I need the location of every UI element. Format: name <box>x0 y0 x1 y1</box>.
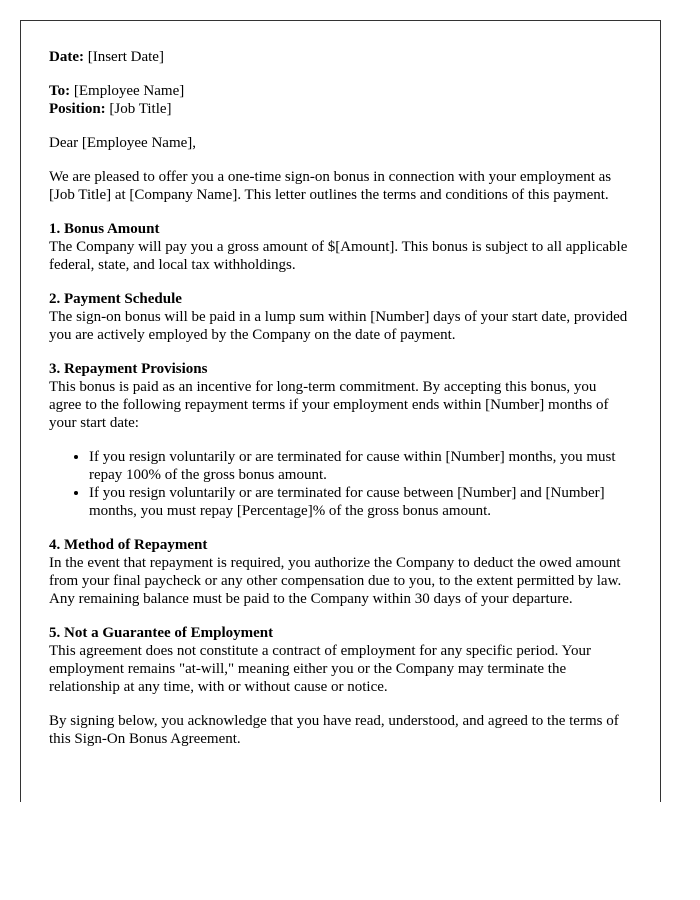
recipient-block: To: [Employee Name] Position: [Job Title] <box>49 83 185 117</box>
section-bonus-amount: 1. Bonus Amount The Company will pay you a gross amount of $[Amount]. This bonus is subject to all applicable federal, state, and local tax withholdings. <box>49 221 628 273</box>
section-heading: 4. Method of Repayment <box>49 537 208 553</box>
list-item: • If you resign voluntarily or are terminated for cause between [Number] and [Number] months, you must repay [Percentage]% of the gross bonus amount. <box>89 484 632 520</box>
list-item: • If you resign voluntarily or are terminated for cause within [Number] months, you must repay 100% of the gross bonus amount. <box>89 448 632 484</box>
date-line: Date: [Insert Date] <box>49 49 164 65</box>
closing-paragraph: By signing below, you acknowledge that you have read, understood, and agreed to the terms of this Sign-On Bonus Agreement. <box>49 713 619 747</box>
intro-paragraph: We are pleased to offer you a one-time sign-on bonus in connection with your employment as [Job Title] at [Company Name]. This letter outlines the terms and conditions of this payment. <box>49 169 612 203</box>
section-heading: 5. Not a Guarantee of Employment <box>49 625 274 641</box>
letter-document <box>20 20 661 802</box>
repayment-terms-list <box>49 448 632 520</box>
salutation: Dear [Employee Name], <box>49 135 197 151</box>
section-method-of-repayment: 4. Method of Repayment In the event that repayment is required, you authorize the Company to deduct the owed amount from your final paycheck or any other compensation due to you, to the extent permitted by law. Any remaining balance must be paid to the Company within 30 days of your departure. <box>49 537 622 607</box>
section-payment-schedule: 2. Payment Schedule The sign-on bonus will be paid in a lump sum within [Number] days of your start date, provided you are actively employed by the Company on the date of payment. <box>49 291 628 343</box>
section-repayment-provisions: 3. Repayment Provisions This bonus is paid as an incentive for long-term commitment. By accepting this bonus, you agree to the following repayment terms if your employment ends within [Number] months of your start date: <box>49 361 609 431</box>
section-heading: 1. Bonus Amount <box>49 221 160 237</box>
section-not-guarantee: 5. Not a Guarantee of Employment This agreement does not constitute a contract of employment for any specific period. Your employment remains "at-will," meaning either you or the Company may terminate the relationship at any time, with or without cause or notice. <box>49 625 591 695</box>
section-heading: 3. Repayment Provisions <box>49 361 208 377</box>
section-heading: 2. Payment Schedule <box>49 291 182 307</box>
